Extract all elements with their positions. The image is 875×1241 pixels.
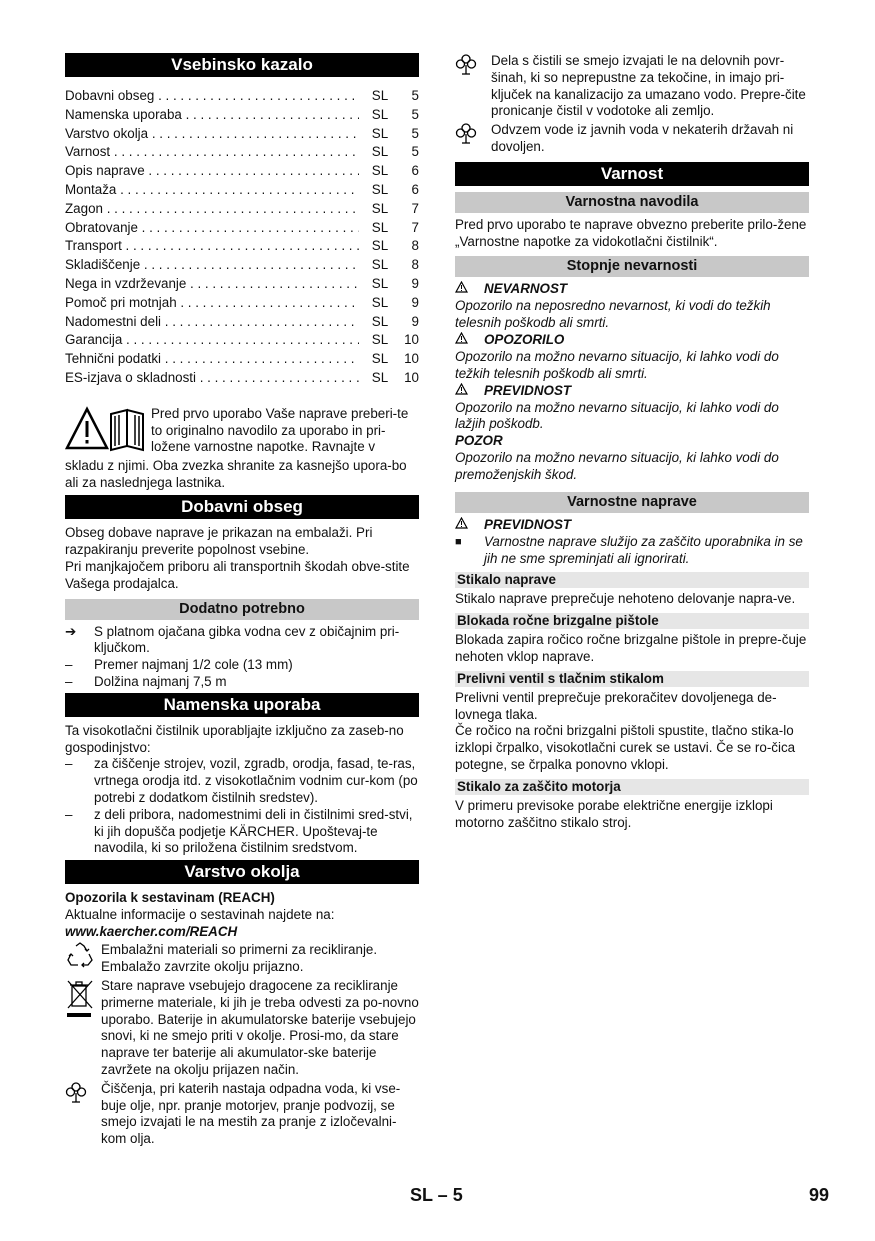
- env-item-text: Dela s čistili se smejo izvajati le na delovnih povr-šinah, ki so neprepustne za tekočine, in imajo pri-ključek na kanalizacijo za umazano vodo. Prepre-čite pronicanje čistil v vodotoke ali zemljo.: [491, 53, 806, 119]
- toc-entry-page: 6: [411, 163, 419, 179]
- stopnje-heading: Stopnje nevarnosti: [455, 256, 809, 277]
- subsection-text: Blokada zapira ročico ročne brizgalne pištole in prepre-čuje nehoten vklop naprave.: [455, 632, 807, 664]
- toc-entry: [65, 219, 419, 238]
- intro-text-rest: skladu z njimi. Oba zvezka shranite za kasnejšo upora-bo ali za naslednjega lastnika.: [65, 457, 407, 490]
- crossed-bin-icon: [65, 978, 101, 1079]
- dodatno-list: [65, 624, 419, 691]
- list-item: [65, 807, 419, 857]
- toc-entry-page: 5: [411, 144, 419, 160]
- safety-device-sections: [455, 572, 809, 831]
- namenska-heading: Namenska uporaba: [65, 693, 419, 717]
- toc-entry-lang: SL: [371, 313, 389, 329]
- toc-entry-title: Transport . . .: [65, 237, 359, 256]
- list-item-text: S platnom ojačana gibka vodna cev z običajnim pri-ključkom.: [94, 623, 400, 656]
- dodatno-heading: Dodatno potrebno: [65, 599, 419, 620]
- eco-flower-icon: [65, 1081, 101, 1148]
- toc-entry-page: 7: [411, 200, 419, 216]
- toc-entry: [65, 237, 419, 256]
- danger-levels: [455, 281, 809, 483]
- list-marker: –: [65, 806, 73, 822]
- toc-entry-lang: SL: [371, 106, 389, 122]
- toc-entry-page: 10: [404, 332, 419, 348]
- toc-entry-title: Skladiščenje . . .: [65, 256, 359, 275]
- varnost-heading: Varnost: [455, 162, 809, 186]
- toc-entry-title: Garancija . . .: [65, 331, 359, 350]
- toc-entry-title: Obratovanje . . .: [65, 219, 359, 238]
- navodila-text: Pred prvo uporabo te naprave obvezno preberite prilo-žene „Varnostne napotke za vidokotlačni čistilnik“.: [455, 216, 807, 249]
- toc-entry-title: Zagon . . .: [65, 200, 359, 219]
- toc-entry: [65, 313, 419, 332]
- subsection-heading: Stikalo naprave: [455, 572, 809, 588]
- subsection-heading: Prelivni ventil s tlačnim stikalom: [455, 671, 809, 687]
- subsection-text: V primeru previsoke porabe električne energije izklopi motorno zaščitno stikalo stroj.: [455, 797, 773, 830]
- dobavni-p2: Pri manjkajočem priboru ali transportnih škodah obve-stite Vašega prodajalca.: [65, 558, 410, 591]
- toc-entry-lang: SL: [371, 275, 389, 291]
- toc-entry-lang: SL: [371, 351, 389, 367]
- env-item: [65, 942, 419, 976]
- toc-entry-title: Pomoč pri motnjah . . .: [65, 294, 359, 313]
- eco-flower-icon: [455, 122, 491, 156]
- subsection-text: Stikalo naprave preprečuje nehoteno delovanje napra-ve.: [455, 591, 796, 607]
- list-item-text: za čiščenje strojev, vozil, zgradb, orodja, fasad, te-ras, vrtnega orodja itd. z visokotlačnim vodnim cur-kom (po potrebi z dodatkom čistilnih sredstev).: [94, 756, 418, 805]
- footer-section: SL – 5: [410, 1185, 463, 1205]
- subsection-text: Če ročico na ročni brizgalni pištoli spustite, tlačno stika-lo izklopi črpalko, visokotlačni curek se ustavi. Če se ro-čica potegne, se črpalka ponovno vklopi.: [455, 723, 796, 772]
- toc-entry-title: Varnost . . .: [65, 143, 359, 162]
- toc-entry-lang: SL: [371, 88, 389, 103]
- danger-level-label-row: [455, 433, 809, 450]
- toc-entry-title: Varstvo okolja . . .: [65, 125, 359, 144]
- list-item: [455, 534, 809, 568]
- toc-entry: [65, 181, 419, 200]
- warning-manual-icon: [65, 406, 151, 458]
- list-marker: –: [65, 657, 73, 673]
- naprave-bullets: [455, 534, 809, 568]
- warning-triangle-icon: [455, 332, 484, 349]
- toc-entry-lang: SL: [371, 200, 389, 216]
- toc-entry-title: Montaža . . .: [65, 181, 359, 200]
- toc-entry-page: 10: [404, 369, 419, 385]
- intro-text-first: Pred prvo uporabo Vaše naprave preberi-te to originalno navodilo za uporabo in pri-ložene varnostne napotke. Ravnajte v: [151, 405, 409, 455]
- toc-entry: [65, 162, 419, 181]
- env-item-text: Stare naprave vsebujejo dragocene za recikliranje primerne materiale, ki jih je treba odvesti za po-novno uporabo. Baterije in akumulatorske baterije vsebujejo snovi, ki ne smejo priti v okolje. Prosi-mo, da stare naprave ter baterije ali akumulator-ske baterije zavržete na okolju prijazen način.: [101, 978, 419, 1078]
- danger-level-text: Opozorilo na neposredno nevarnost, ki vodi do težkih telesnih poškodb ali smrti.: [455, 298, 771, 331]
- reach-text: Aktualne informacije o sestavinah najdete na:: [65, 906, 335, 922]
- toc-entry-title: Dobavni obseg . . .: [65, 87, 359, 106]
- navodila-heading: Varnostna navodila: [455, 192, 809, 213]
- env-list-continued: [455, 53, 809, 156]
- toc-entry-lang: SL: [371, 163, 389, 179]
- toc-heading: Vsebinsko kazalo: [65, 53, 419, 77]
- env-item: [65, 1081, 419, 1148]
- danger-level-label: NEVARNOST: [484, 281, 568, 297]
- toc-entry-lang: SL: [371, 294, 389, 310]
- naprave-heading: Varnostne naprave: [455, 492, 809, 513]
- toc-entry: [65, 369, 419, 388]
- toc-entry-title: Nadomestni deli . . .: [65, 313, 359, 332]
- toc-entry: [65, 331, 419, 350]
- right-column: [455, 53, 809, 831]
- list-item: [65, 674, 419, 691]
- bullet-marker: ■: [455, 535, 462, 548]
- env-item-text: Čiščenja, pri katerih nastaja odpadna voda, ki vse-buje olje, npr. pranje motorjev, pranje podvozij, se smejo izvajati le na mestih za pranje z izločevalni-kom olja.: [101, 1080, 401, 1147]
- warning-triangle-icon: [455, 281, 484, 298]
- danger-level-label-row: [455, 383, 809, 400]
- toc-entry: [65, 143, 419, 162]
- list-item: [65, 657, 419, 674]
- reach-title: Opozorila k sestavinam (REACH): [65, 890, 275, 906]
- subsection-heading: Blokada ročne brizgalne pištole: [455, 613, 809, 629]
- toc-entry: [65, 294, 419, 313]
- toc-entry: [65, 200, 419, 219]
- warning-triangle-icon: [455, 517, 484, 534]
- eco-flower-icon: [455, 53, 491, 120]
- toc-entry-page: 5: [411, 106, 419, 122]
- toc-entry-page: 9: [411, 313, 419, 329]
- list-marker: –: [65, 673, 73, 689]
- toc-entry: [65, 275, 419, 294]
- list-item-text: z deli pribora, nadomestnimi deli in čistilnimi sred-stvi, ki jih dopušča podjetje KÄRCHER. Upoštevaj-te navodila, ki so priložena čistilnim sredstvom.: [94, 806, 413, 856]
- toc-entry: [65, 256, 419, 275]
- toc-entry-title: Nega in vzdrževanje . . .: [65, 275, 359, 294]
- list-item-text: Premer najmanj 1/2 cole (13 mm): [94, 657, 293, 673]
- footer-page-number: 99: [809, 1185, 830, 1205]
- toc-entry-title: Tehnični podatki . . .: [65, 350, 359, 369]
- dobavni-heading: Dobavni obseg: [65, 495, 419, 519]
- toc-entry-page: 8: [411, 238, 419, 254]
- toc-entry-page: 9: [411, 275, 419, 291]
- namenska-list: [65, 756, 419, 857]
- recycle-icon: [65, 942, 101, 976]
- toc-entry-lang: SL: [371, 125, 389, 141]
- toc-entry-page: 9: [411, 294, 419, 310]
- naprave-bullet-text: Varnostne naprave služijo za zaščito uporabnika in se jih ne sme spreminjati ali ignorirati.: [484, 533, 803, 566]
- varstvo-heading: Varstvo okolja: [65, 860, 419, 884]
- toc-entry-title: Namenska uporaba . . .: [65, 106, 359, 125]
- toc-entry-page: 5: [411, 88, 419, 103]
- subsection-heading: Stikalo za zaščito motorja: [455, 779, 809, 795]
- toc-entry-lang: SL: [371, 219, 389, 235]
- env-item-text: Odvzem vode iz javnih voda v nekaterih državah ni dovoljen.: [491, 122, 794, 154]
- warning-triangle-icon: [455, 383, 484, 400]
- toc-entry-lang: SL: [371, 181, 389, 197]
- list-item-text: Dolžina najmanj 7,5 m: [94, 673, 227, 689]
- toc-entry-page: 5: [411, 125, 419, 141]
- toc-entry: [65, 125, 419, 144]
- toc-entry-page: 6: [411, 181, 419, 197]
- toc-entry-lang: SL: [371, 144, 389, 160]
- danger-level-label-row: [455, 281, 809, 298]
- danger-level-label-row: [455, 332, 809, 349]
- toc-entry-lang: SL: [371, 238, 389, 254]
- toc-entry-lang: SL: [371, 332, 389, 348]
- danger-level-text: Opozorilo na možno nevarno situacijo, ki lahko vodi do lažjih poškodb.: [455, 399, 779, 432]
- intro-notice: [65, 406, 419, 492]
- toc-entry: [65, 106, 419, 125]
- toc-entry-lang: SL: [371, 257, 389, 273]
- list-marker: –: [65, 756, 73, 772]
- toc-entry-lang: SL: [371, 369, 389, 385]
- toc-entry: [65, 350, 419, 369]
- naprave-warning-label: PREVIDNOST: [484, 516, 572, 532]
- danger-level-label: OPOZORILO: [484, 332, 565, 348]
- toc-entry: [65, 87, 419, 106]
- list-item: [65, 624, 419, 658]
- danger-level-label: PREVIDNOST: [484, 382, 572, 398]
- naprave-warning: [455, 517, 809, 534]
- toc-entry-title: Opis naprave . . .: [65, 162, 359, 181]
- env-list: [65, 942, 419, 1148]
- env-item-text: Embalažni materiali so primerni za recikliranje. Embalažo zavrzite okolju prijazno.: [101, 942, 378, 975]
- reach-url: www.kaercher.com/REACH: [65, 923, 238, 939]
- danger-level-text: Opozorilo na možno nevarno situacijo, ki lahko vodi do premoženjskih škod.: [455, 450, 779, 482]
- danger-level-label: POZOR: [455, 433, 503, 449]
- toc-entry-page: 8: [411, 257, 419, 273]
- env-item: [65, 978, 419, 1079]
- left-column: [65, 53, 419, 1148]
- env-item: [455, 53, 809, 120]
- subsection-text: Prelivni ventil preprečuje prekoračitev dovoljenega de-lovnega tlaka.: [455, 689, 777, 722]
- dobavni-p1: Obseg dobave naprave je prikazan na embalaži. Pri razpakiranju preverite popolnost vsebine.: [65, 525, 373, 558]
- list-marker: ➔: [65, 623, 77, 639]
- namenska-p1: Ta visokotlačni čistilnik uporabljajte izključno za zaseb-no gospodinjstvo:: [65, 722, 404, 755]
- list-item: [65, 756, 419, 806]
- toc-entry-page: 10: [404, 351, 419, 367]
- toc-list: [65, 87, 419, 388]
- toc-entry-title: ES-izjava o skladnosti . . .: [65, 369, 359, 388]
- danger-level-text: Opozorilo na možno nevarno situacijo, ki lahko vodi do težkih telesnih poškodb ali smrti.: [455, 348, 779, 381]
- env-item: [455, 122, 809, 156]
- toc-entry-page: 7: [411, 219, 419, 235]
